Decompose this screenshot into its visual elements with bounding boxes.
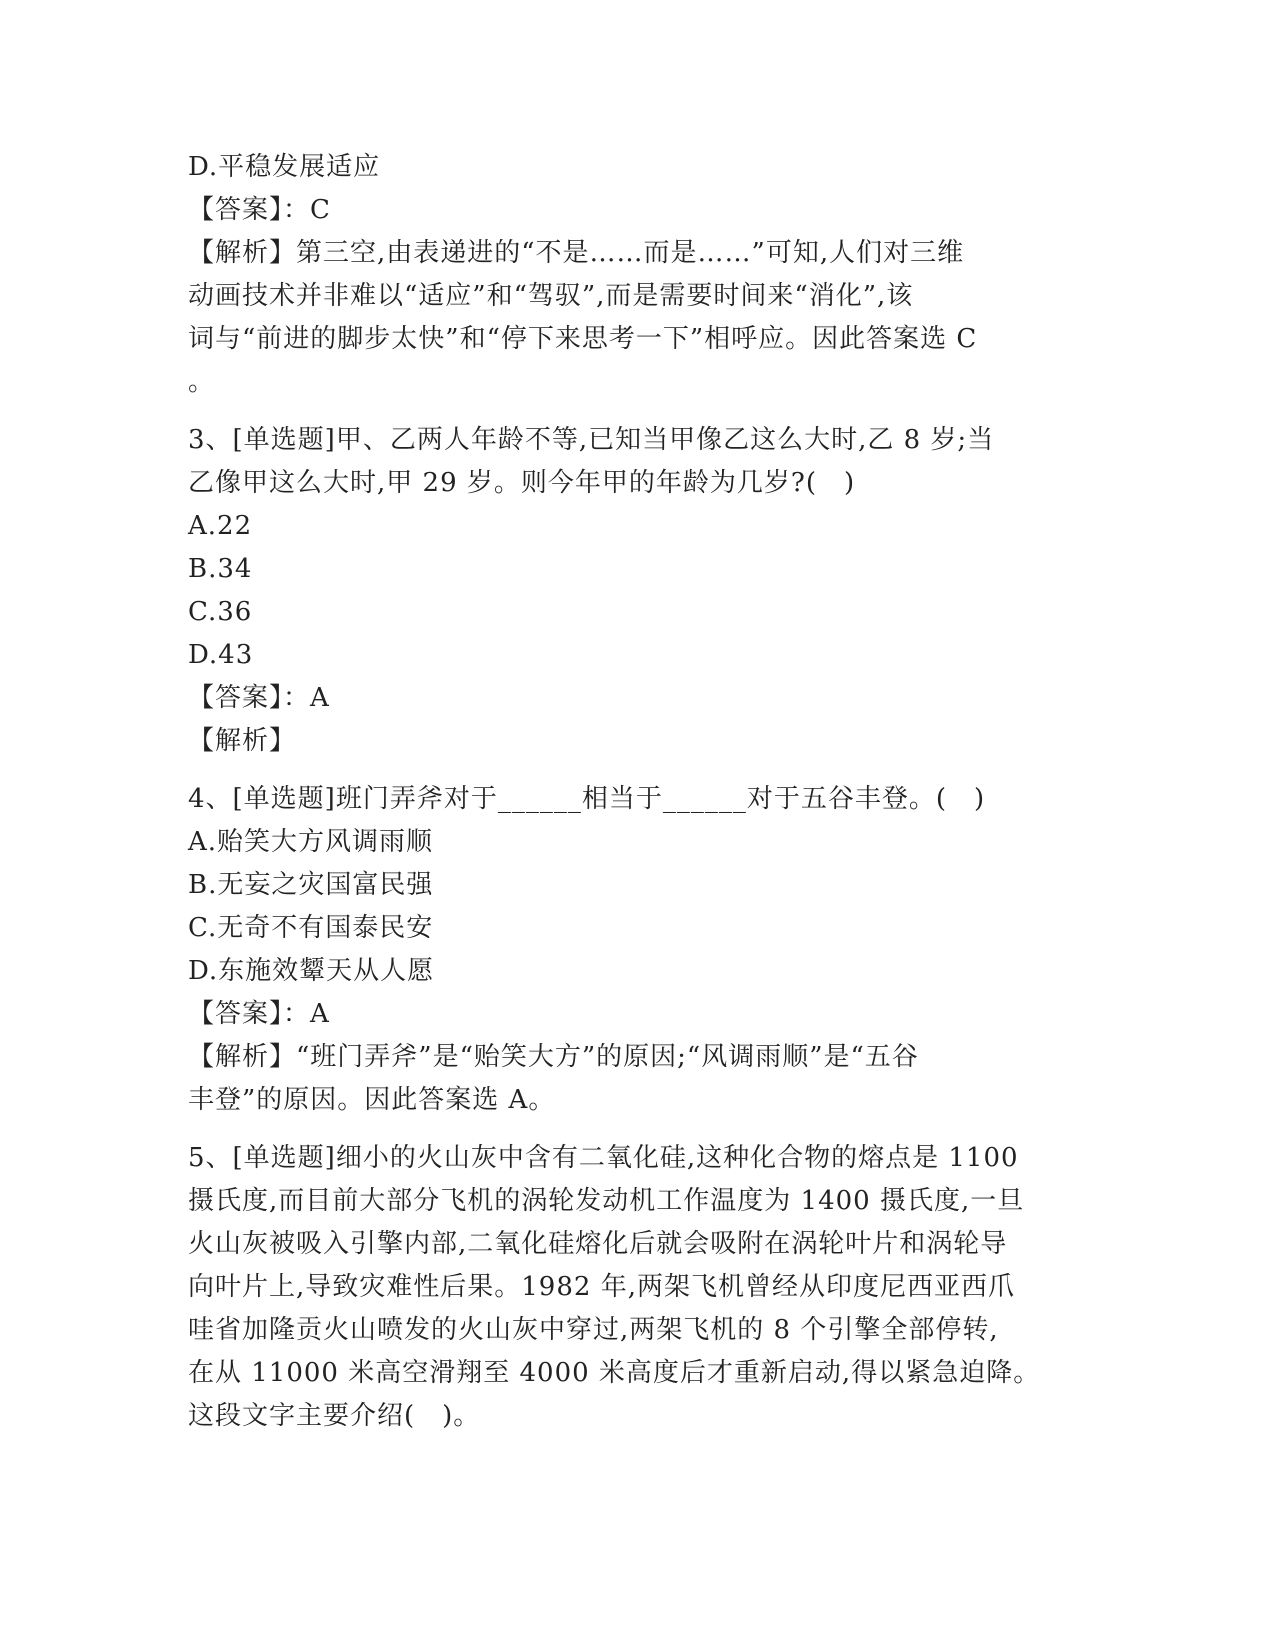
question-stem: 在从 11000 米高空滑翔至 4000 米高度后才重新启动,得以紧急迫降。 [188, 1358, 1041, 1388]
option-a: A.22 [188, 511, 253, 541]
option-d: D.平稳发展适应 [188, 152, 381, 182]
question-2-tail [188, 146, 1088, 404]
analysis-line: 【解析】“班门弄斧”是“贻笑大方”的原因;“风调雨顺”是“五谷 [188, 1042, 919, 1072]
option-d: D.43 [188, 640, 254, 670]
question-stem: 向叶片上,导致灾难性后果。1982 年,两架飞机曾经从印度尼西亚西爪 [188, 1272, 1015, 1302]
spacer [188, 763, 1088, 778]
analysis-line: 词与“前进的脚步太快”和“停下来思考一下”相呼应。因此答案选 C [188, 324, 978, 354]
answer-line: 【答案】：C [188, 195, 331, 225]
spacer [188, 404, 1088, 419]
question-stem: 乙像甲这么大时,甲 29 岁。则今年甲的年龄为几岁?( ) [188, 468, 856, 498]
answer-line: 【答案】：A [188, 683, 330, 713]
question-3 [188, 419, 1088, 763]
option-b: B.无妄之灾国富民强 [188, 870, 434, 900]
analysis-line: 丰登”的原因。因此答案选 A。 [188, 1085, 556, 1115]
option-d: D.东施效颦天从人愿 [188, 956, 435, 986]
option-c: C.36 [188, 597, 253, 627]
analysis-line: 动画技术并非难以“适应”和“驾驭”,而是需要时间来“消化”,该 [188, 281, 914, 311]
question-stem: 5、[单选题]细小的火山灰中含有二氧化硅,这种化合物的熔点是 1100 [188, 1143, 1019, 1173]
question-4 [188, 778, 1088, 1122]
question-5 [188, 1137, 1088, 1438]
question-stem: 3、[单选题]甲、乙两人年龄不等,已知当甲像乙这么大时,乙 8 岁;当 [188, 425, 995, 455]
option-b: B.34 [188, 554, 253, 584]
question-stem: 火山灰被吸入引擎内部,二氧化硅熔化后就会吸附在涡轮叶片和涡轮导 [188, 1229, 1008, 1259]
option-a: A.贻笑大方风调雨顺 [188, 827, 434, 857]
document-page [188, 146, 1088, 1438]
question-stem: 哇省加隆贡火山喷发的火山灰中穿过,两架飞机的 8 个引擎全部停转, [188, 1315, 999, 1345]
analysis-line: 【解析】第三空,由表递进的“不是……而是……”可知,人们对三维 [188, 238, 965, 268]
analysis-line: 【解析】 [188, 726, 297, 756]
spacer [188, 1122, 1088, 1137]
question-stem: 这段文字主要介绍( )。 [188, 1401, 481, 1431]
question-stem: 摄氏度,而目前大部分飞机的涡轮发动机工作温度为 1400 摄氏度,一旦 [188, 1186, 1025, 1216]
option-c: C.无奇不有国泰民安 [188, 913, 434, 943]
question-stem: 4、[单选题]班门弄斧对于______相当于______对于五谷丰登。( ) [188, 784, 986, 814]
analysis-line: 。 [188, 367, 216, 397]
answer-line: 【答案】：A [188, 999, 330, 1029]
